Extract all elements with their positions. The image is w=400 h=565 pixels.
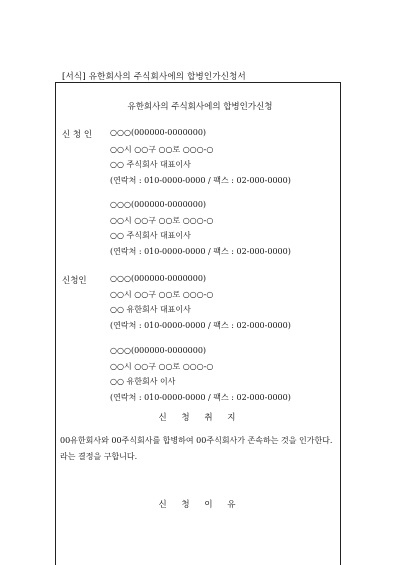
applicant-contact: (연락처 : 010-0000-0000 / 팩스 : 02-000-0000) <box>110 321 291 330</box>
applicant-address: ○○시 ○○구 ○○로 ○○○-○ <box>110 216 214 225</box>
applicant-name: ○○○(000000-0000000) <box>110 200 207 209</box>
applicant-name: ○○○(000000-0000000) <box>110 346 207 355</box>
applicant-contact: (연락처 : 010-0000-0000 / 팩스 : 02-000-0000) <box>110 247 291 256</box>
applicant-position: ○○ 주식회사 대표이사 <box>110 160 191 169</box>
applicant-address: ○○시 ○○구 ○○로 ○○○-○ <box>110 290 214 299</box>
applicant-position: ○○ 유한회사 대표이사 <box>110 305 191 314</box>
reason-title: 신 청 이 유 <box>158 500 242 510</box>
applicant-address: ○○시 ○○구 ○○로 ○○○-○ <box>110 362 214 371</box>
form-title: [서식] 유한회사의 주식회사에의 합병인가신청서 <box>62 72 246 82</box>
purpose-line: 라는 결정을 구합니다. <box>60 452 138 461</box>
applicant-name: ○○○(000000-0000000) <box>110 128 207 137</box>
applicant-position: ○○ 유한회사 이사 <box>110 377 176 386</box>
purpose-line: 00유한회사와 00주식회사를 합병하여 00주식회사가 존속하는 것을 인가한다. <box>60 436 333 445</box>
applicant-label: 신 청 인 <box>62 130 93 140</box>
applicant-label: 신청인 <box>62 276 87 286</box>
applicant-name: ○○○(000000-0000000) <box>110 274 207 283</box>
purpose-title: 신 청 취 지 <box>158 413 242 423</box>
applicant-contact: (연락처 : 010-0000-0000 / 팩스 : 02-000-0000) <box>110 176 291 185</box>
applicant-address: ○○시 ○○구 ○○로 ○○○-○ <box>110 145 214 154</box>
document-heading: 유한회사의 주식회사에의 합병인가신청 <box>127 102 273 112</box>
applicant-contact: (연락처 : 010-0000-0000 / 팩스 : 02-000-0000) <box>110 393 291 402</box>
applicant-position: ○○ 주식회사 대표이사 <box>110 231 191 240</box>
